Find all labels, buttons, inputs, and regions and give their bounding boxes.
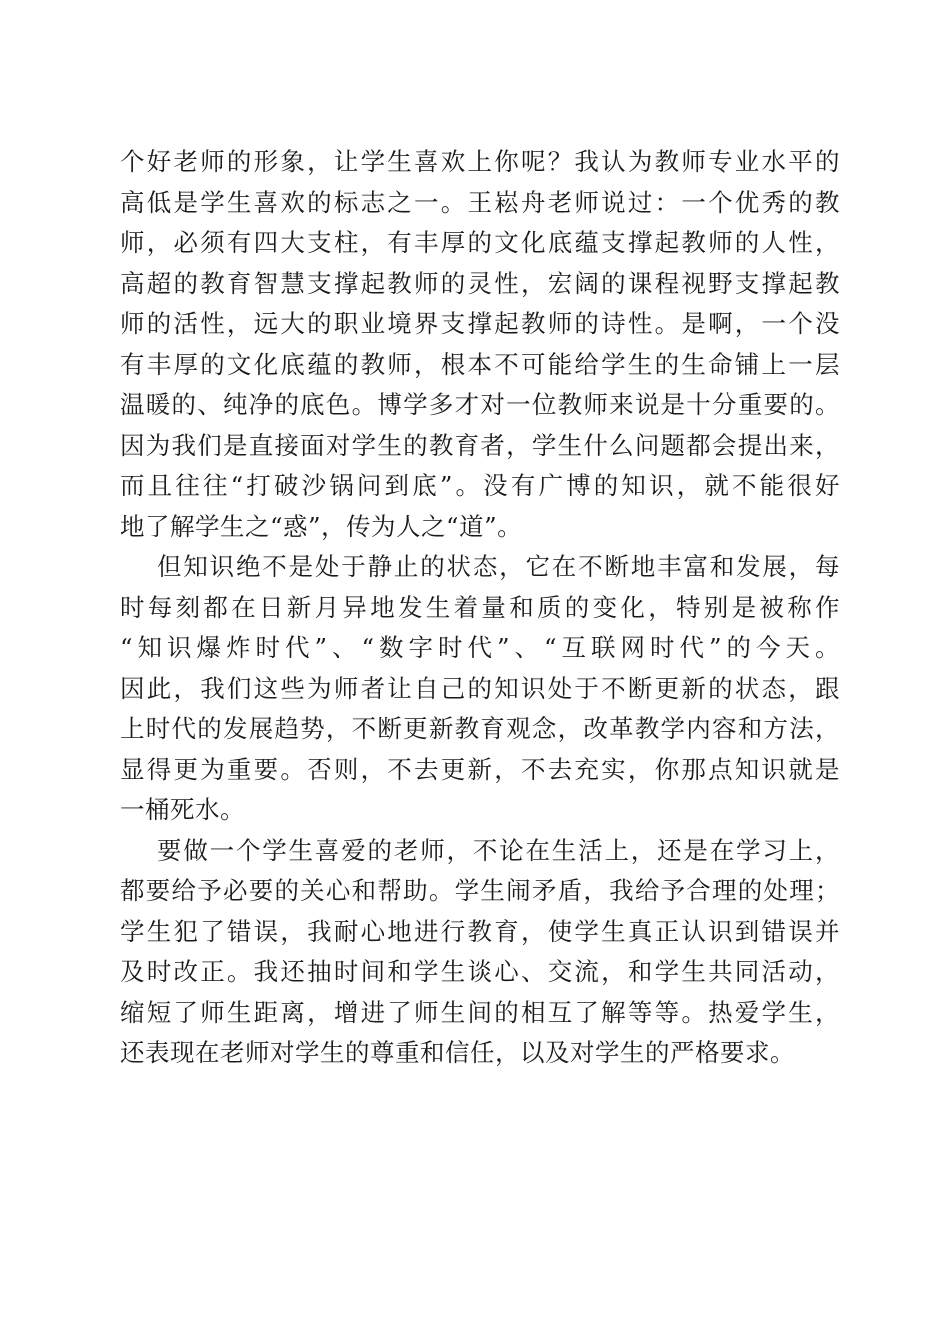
paragraph-1	[120, 142, 840, 547]
paragraph-3	[120, 831, 840, 1074]
text-line: 因为我们是直接面对学生的教育者，学生什么问题都会提出来，	[120, 430, 840, 460]
text-line: 都要给予必要的关心和帮助。学生闹矛盾，我给予合理的处理；	[120, 876, 840, 905]
text-line: 因此，我们这些为师者让自己的知识处于不断更新的状态，跟	[120, 673, 840, 703]
text-line: 高低是学生喜欢的标志之一。王崧舟老师说过：一个优秀的教	[120, 187, 840, 217]
text-line: 一桶死水。	[120, 795, 245, 824]
text-line: 个好老师的形象，让学生喜欢上你呢？我认为教师专业水平的	[120, 147, 840, 176]
text-line: 地了解学生之“惑”，传为人之“道”。	[120, 511, 523, 541]
text-line: 但知识绝不是处于静止的状态，它在不断地丰富和发展，每	[157, 552, 840, 581]
text-line: 师，必须有四大支柱，有丰厚的文化底蕴支撑起教师的人性，	[120, 228, 840, 257]
text-line: 要做一个学生喜爱的老师，不论在生活上，还是在学习上，	[157, 835, 840, 865]
text-line: 学生犯了错误，我耐心地进行教育，使学生真正认识到错误并	[120, 916, 840, 946]
text-line: 上时代的发展趋势，不断更新教育观念，改革教学内容和方法，	[120, 714, 840, 743]
text-line: 还表现在老师对学生的尊重和信任，以及对学生的严格要求。	[120, 1038, 795, 1067]
text-line: 及时改正。我还抽时间和学生谈心、交流，和学生共同活动，	[120, 957, 840, 986]
text-line: 有丰厚的文化底蕴的教师，根本不可能给学生的生命铺上一层	[120, 349, 840, 379]
text-line: 温暖的、纯净的底色。博学多才对一位教师来说是十分重要的。	[120, 390, 840, 419]
text-line: 师的活性，远大的职业境界支撑起教师的诗性。是啊，一个没	[120, 309, 840, 338]
text-line: 时每刻都在日新月异地发生着量和质的变化，特别是被称作	[120, 592, 840, 622]
text-line: 显得更为重要。否则，不去更新，不去充实，你那点知识就是	[120, 754, 840, 784]
text-line: 缩短了师生距离，增进了师生间的相互了解等等。热爱学生，	[120, 997, 840, 1027]
text-line: 高超的教育智慧支撑起教师的灵性，宏阔的课程视野支撑起教	[120, 268, 840, 298]
document-body	[120, 142, 840, 1074]
text-line: 而且往往“打破沙锅问到底”。没有广博的知识，就不能很好	[120, 471, 840, 500]
paragraph-2	[120, 547, 840, 831]
text-line: “知识爆炸时代”、“数字时代”、“互联网时代”的今天。	[120, 633, 840, 662]
